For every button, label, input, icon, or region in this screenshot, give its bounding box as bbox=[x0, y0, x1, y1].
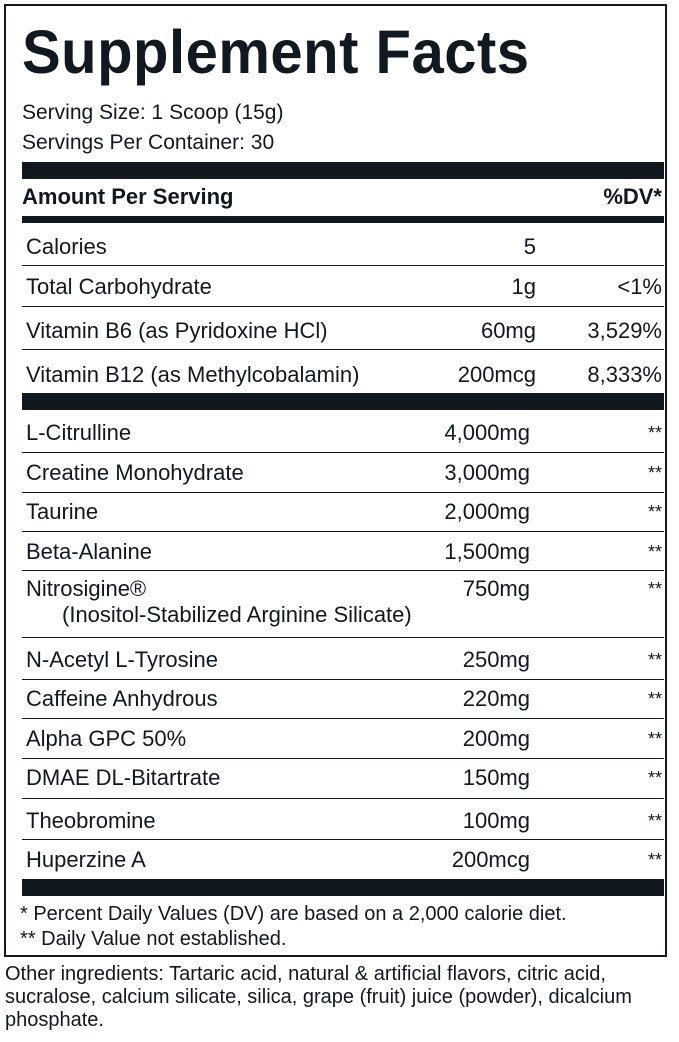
ingredient-name: N-Acetyl L-Tyrosine bbox=[26, 647, 218, 672]
ingredient-dv: ** bbox=[647, 502, 662, 522]
medium-divider bbox=[22, 216, 664, 223]
ingredient-name: Beta-Alanine bbox=[26, 539, 152, 564]
row-divider bbox=[22, 679, 664, 680]
amount-header bbox=[22, 182, 664, 212]
row-divider bbox=[22, 306, 664, 307]
dv-footnote: * Percent Daily Values (DV) are based on a 2,000 calorie diet. bbox=[20, 903, 567, 925]
nutrient-name: Vitamin B12 (as Methylcobalamin) bbox=[26, 362, 360, 387]
ingredient-name: Alpha GPC 50% bbox=[26, 726, 187, 751]
ingredient-dv: ** bbox=[647, 463, 662, 483]
ingredient-name: Creatine Monohydrate bbox=[26, 460, 244, 485]
row-divider bbox=[22, 452, 664, 453]
ingredient-name: L-Citrulline bbox=[26, 420, 132, 445]
ingredient-dv: ** bbox=[647, 811, 662, 831]
nutrient-name: Vitamin B6 (as Pyridoxine HCl) bbox=[26, 318, 328, 343]
nutrient-name: Total Carbohydrate bbox=[26, 274, 212, 299]
servings-per-container: Servings Per Container: 30 bbox=[22, 131, 275, 154]
ingredient-amount: 750mg bbox=[462, 576, 530, 601]
nutrient-dv: 3,529% bbox=[587, 318, 662, 343]
row-divider bbox=[22, 839, 664, 840]
ingredient-name: Theobromine bbox=[26, 808, 156, 833]
not-established-footnote: ** Daily Value not established. bbox=[20, 928, 287, 950]
thick-divider-bottom bbox=[22, 879, 664, 896]
ingredient-name: Huperzine A bbox=[26, 847, 146, 872]
ingredient-dv: ** bbox=[647, 650, 662, 670]
ingredient-amount: 200mcg bbox=[451, 847, 530, 872]
nutrient-dv: <1% bbox=[617, 274, 662, 299]
nutrient-amount: 5 bbox=[523, 234, 536, 259]
nutrient-dv: 8,333% bbox=[587, 362, 662, 387]
ingredient-dv: ** bbox=[647, 579, 662, 599]
ingredient-dv: ** bbox=[647, 768, 662, 788]
ingredient-name: Caffeine Anhydrous bbox=[26, 686, 218, 711]
row-divider bbox=[22, 637, 664, 638]
ingredient-dv: ** bbox=[647, 423, 662, 443]
nutrient-amount: 60mg bbox=[480, 318, 536, 343]
nutrient-amount: 200mcg bbox=[457, 362, 536, 387]
ingredient-amount: 100mg bbox=[462, 808, 530, 833]
nutrient-amount: 1g bbox=[511, 274, 536, 299]
other-ingredients: Other ingredients: Tartaric acid, natural & artificial flavors, citric acid, sucralose, calcium silicate, silica, grape (fruit) juice (powder), dicalcium phosphate. bbox=[5, 963, 632, 1031]
dv-header-label: %DV* bbox=[603, 184, 662, 209]
row-divider bbox=[22, 570, 664, 571]
ingredient-dv: ** bbox=[647, 689, 662, 709]
ingredient-name: Nitrosigine® bbox=[26, 576, 147, 601]
ingredient-amount: 3,000mg bbox=[444, 460, 530, 485]
thick-divider-middle bbox=[22, 393, 664, 410]
panel-title: Supplement Facts bbox=[22, 18, 530, 87]
ingredient-name: DMAE DL-Bitartrate bbox=[26, 765, 221, 790]
row-divider bbox=[22, 349, 664, 350]
serving-size: Serving Size: 1 Scoop (15g) bbox=[22, 101, 284, 124]
row-divider bbox=[22, 798, 664, 799]
ingredient-amount: 220mg bbox=[462, 686, 530, 711]
ingredient-amount: 250mg bbox=[462, 647, 530, 672]
ingredient-amount: 2,000mg bbox=[444, 499, 530, 524]
ingredient-subtitle: (Inositol-Stabilized Arginine Silicate) bbox=[62, 602, 412, 627]
row-divider bbox=[22, 718, 664, 719]
ingredient-dv: ** bbox=[647, 850, 662, 870]
ingredient-name: Taurine bbox=[26, 499, 99, 524]
ingredient-amount: 150mg bbox=[462, 765, 530, 790]
ingredient-dv: ** bbox=[647, 542, 662, 562]
ingredient-amount: 200mg bbox=[462, 726, 530, 751]
row-divider bbox=[22, 265, 664, 266]
ingredient-dv: ** bbox=[647, 729, 662, 749]
ingredient-amount: 4,000mg bbox=[444, 420, 530, 445]
nutrient-name: Calories bbox=[26, 234, 107, 259]
amount-per-serving-label: Amount Per Serving bbox=[22, 184, 234, 209]
ingredient-amount: 1,500mg bbox=[444, 539, 530, 564]
supplement-facts-panel bbox=[4, 4, 667, 957]
thick-divider-top bbox=[22, 162, 664, 179]
row-divider bbox=[22, 758, 664, 759]
row-divider bbox=[22, 492, 664, 493]
row-divider bbox=[22, 531, 664, 532]
